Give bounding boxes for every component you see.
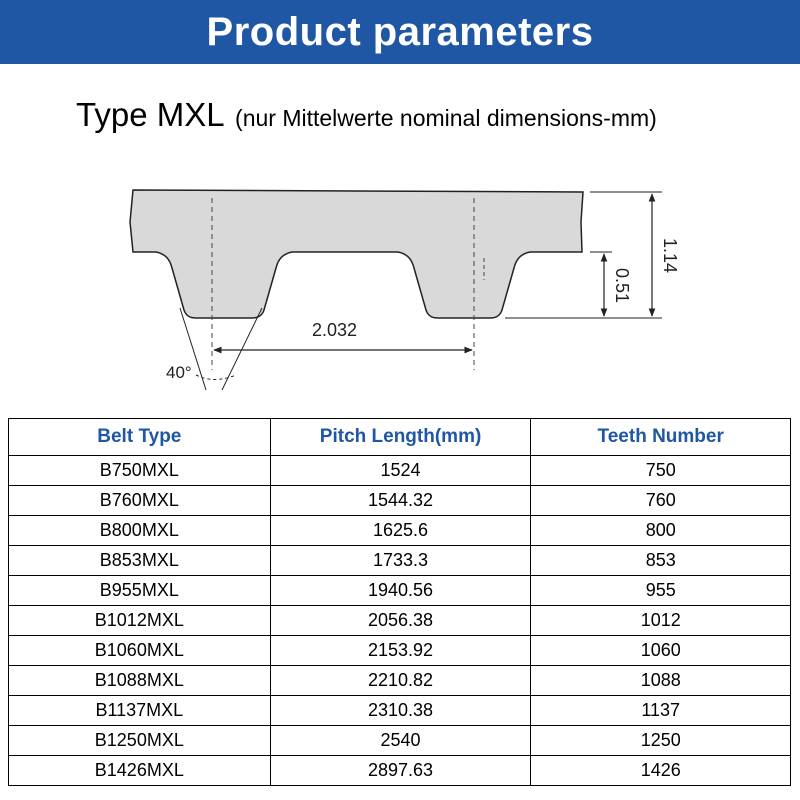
table-row	[9, 726, 791, 756]
teeth-number-cell: 800	[531, 516, 791, 546]
belt-type-cell: B1060MXL	[9, 636, 271, 666]
belt-type-cell: B1137MXL	[9, 696, 271, 726]
pitch-length-cell: 2153.92	[270, 636, 531, 666]
pitch-label: 2.032	[312, 320, 358, 340]
teeth-number-cell: 1012	[531, 606, 791, 636]
belt-profile-diagram	[0, 170, 800, 400]
pitch-length-cell: 1524	[270, 456, 531, 486]
type-subtitle: (nur Mittelwerte nominal dimensions-mm)	[235, 105, 657, 131]
tooth-height-label: 0.51	[612, 268, 632, 304]
teeth-number-cell: 853	[531, 546, 791, 576]
table-row	[9, 546, 791, 576]
header-belt-type: Belt Type	[9, 419, 271, 456]
belt-type-cell: B1426MXL	[9, 756, 271, 786]
teeth-number-cell: 750	[531, 456, 791, 486]
table-header-row	[9, 419, 791, 456]
pitch-length-cell: 1940.56	[270, 576, 531, 606]
total-height-label: 1.14	[660, 238, 680, 274]
teeth-number-cell: 1250	[531, 726, 791, 756]
belt-profile	[130, 190, 583, 318]
table-row	[9, 516, 791, 546]
belt-type-cell: B750MXL	[9, 456, 271, 486]
teeth-number-cell: 1060	[531, 636, 791, 666]
pitch-length-cell: 1733.3	[270, 546, 531, 576]
belt-type-cell: B800MXL	[9, 516, 271, 546]
belt-type-cell: B1012MXL	[9, 606, 271, 636]
pitch-length-cell: 1544.32	[270, 486, 531, 516]
header-teeth-number: Teeth Number	[531, 419, 791, 456]
pitch-length-cell: 2210.82	[270, 666, 531, 696]
teeth-number-cell: 1088	[531, 666, 791, 696]
angle-label: 40°	[166, 363, 192, 382]
teeth-number-cell: 760	[531, 486, 791, 516]
table-row	[9, 666, 791, 696]
pitch-length-cell: 2897.63	[270, 756, 531, 786]
table-row	[9, 696, 791, 726]
pitch-length-cell: 2540	[270, 726, 531, 756]
type-heading	[76, 96, 657, 134]
table-row	[9, 456, 791, 486]
belt-type-cell: B760MXL	[9, 486, 271, 516]
header-pitch-length: Pitch Length(mm)	[270, 419, 531, 456]
belt-type-cell: B1088MXL	[9, 666, 271, 696]
belt-type-cell: B955MXL	[9, 576, 271, 606]
belt-type-cell: B1250MXL	[9, 726, 271, 756]
table-row	[9, 606, 791, 636]
table-row	[9, 486, 791, 516]
table-row	[9, 756, 791, 786]
pitch-length-cell: 1625.6	[270, 516, 531, 546]
teeth-number-cell: 1137	[531, 696, 791, 726]
table-row	[9, 636, 791, 666]
teeth-number-cell: 955	[531, 576, 791, 606]
title-banner	[0, 0, 800, 64]
belt-type-cell: B853MXL	[9, 546, 271, 576]
pitch-length-cell: 2310.38	[270, 696, 531, 726]
belt-parameter-table	[8, 418, 791, 786]
table-row	[9, 576, 791, 606]
type-label: Type MXL	[76, 96, 225, 133]
pitch-length-cell: 2056.38	[270, 606, 531, 636]
teeth-number-cell: 1426	[531, 756, 791, 786]
banner-title: Product parameters	[206, 9, 594, 54]
